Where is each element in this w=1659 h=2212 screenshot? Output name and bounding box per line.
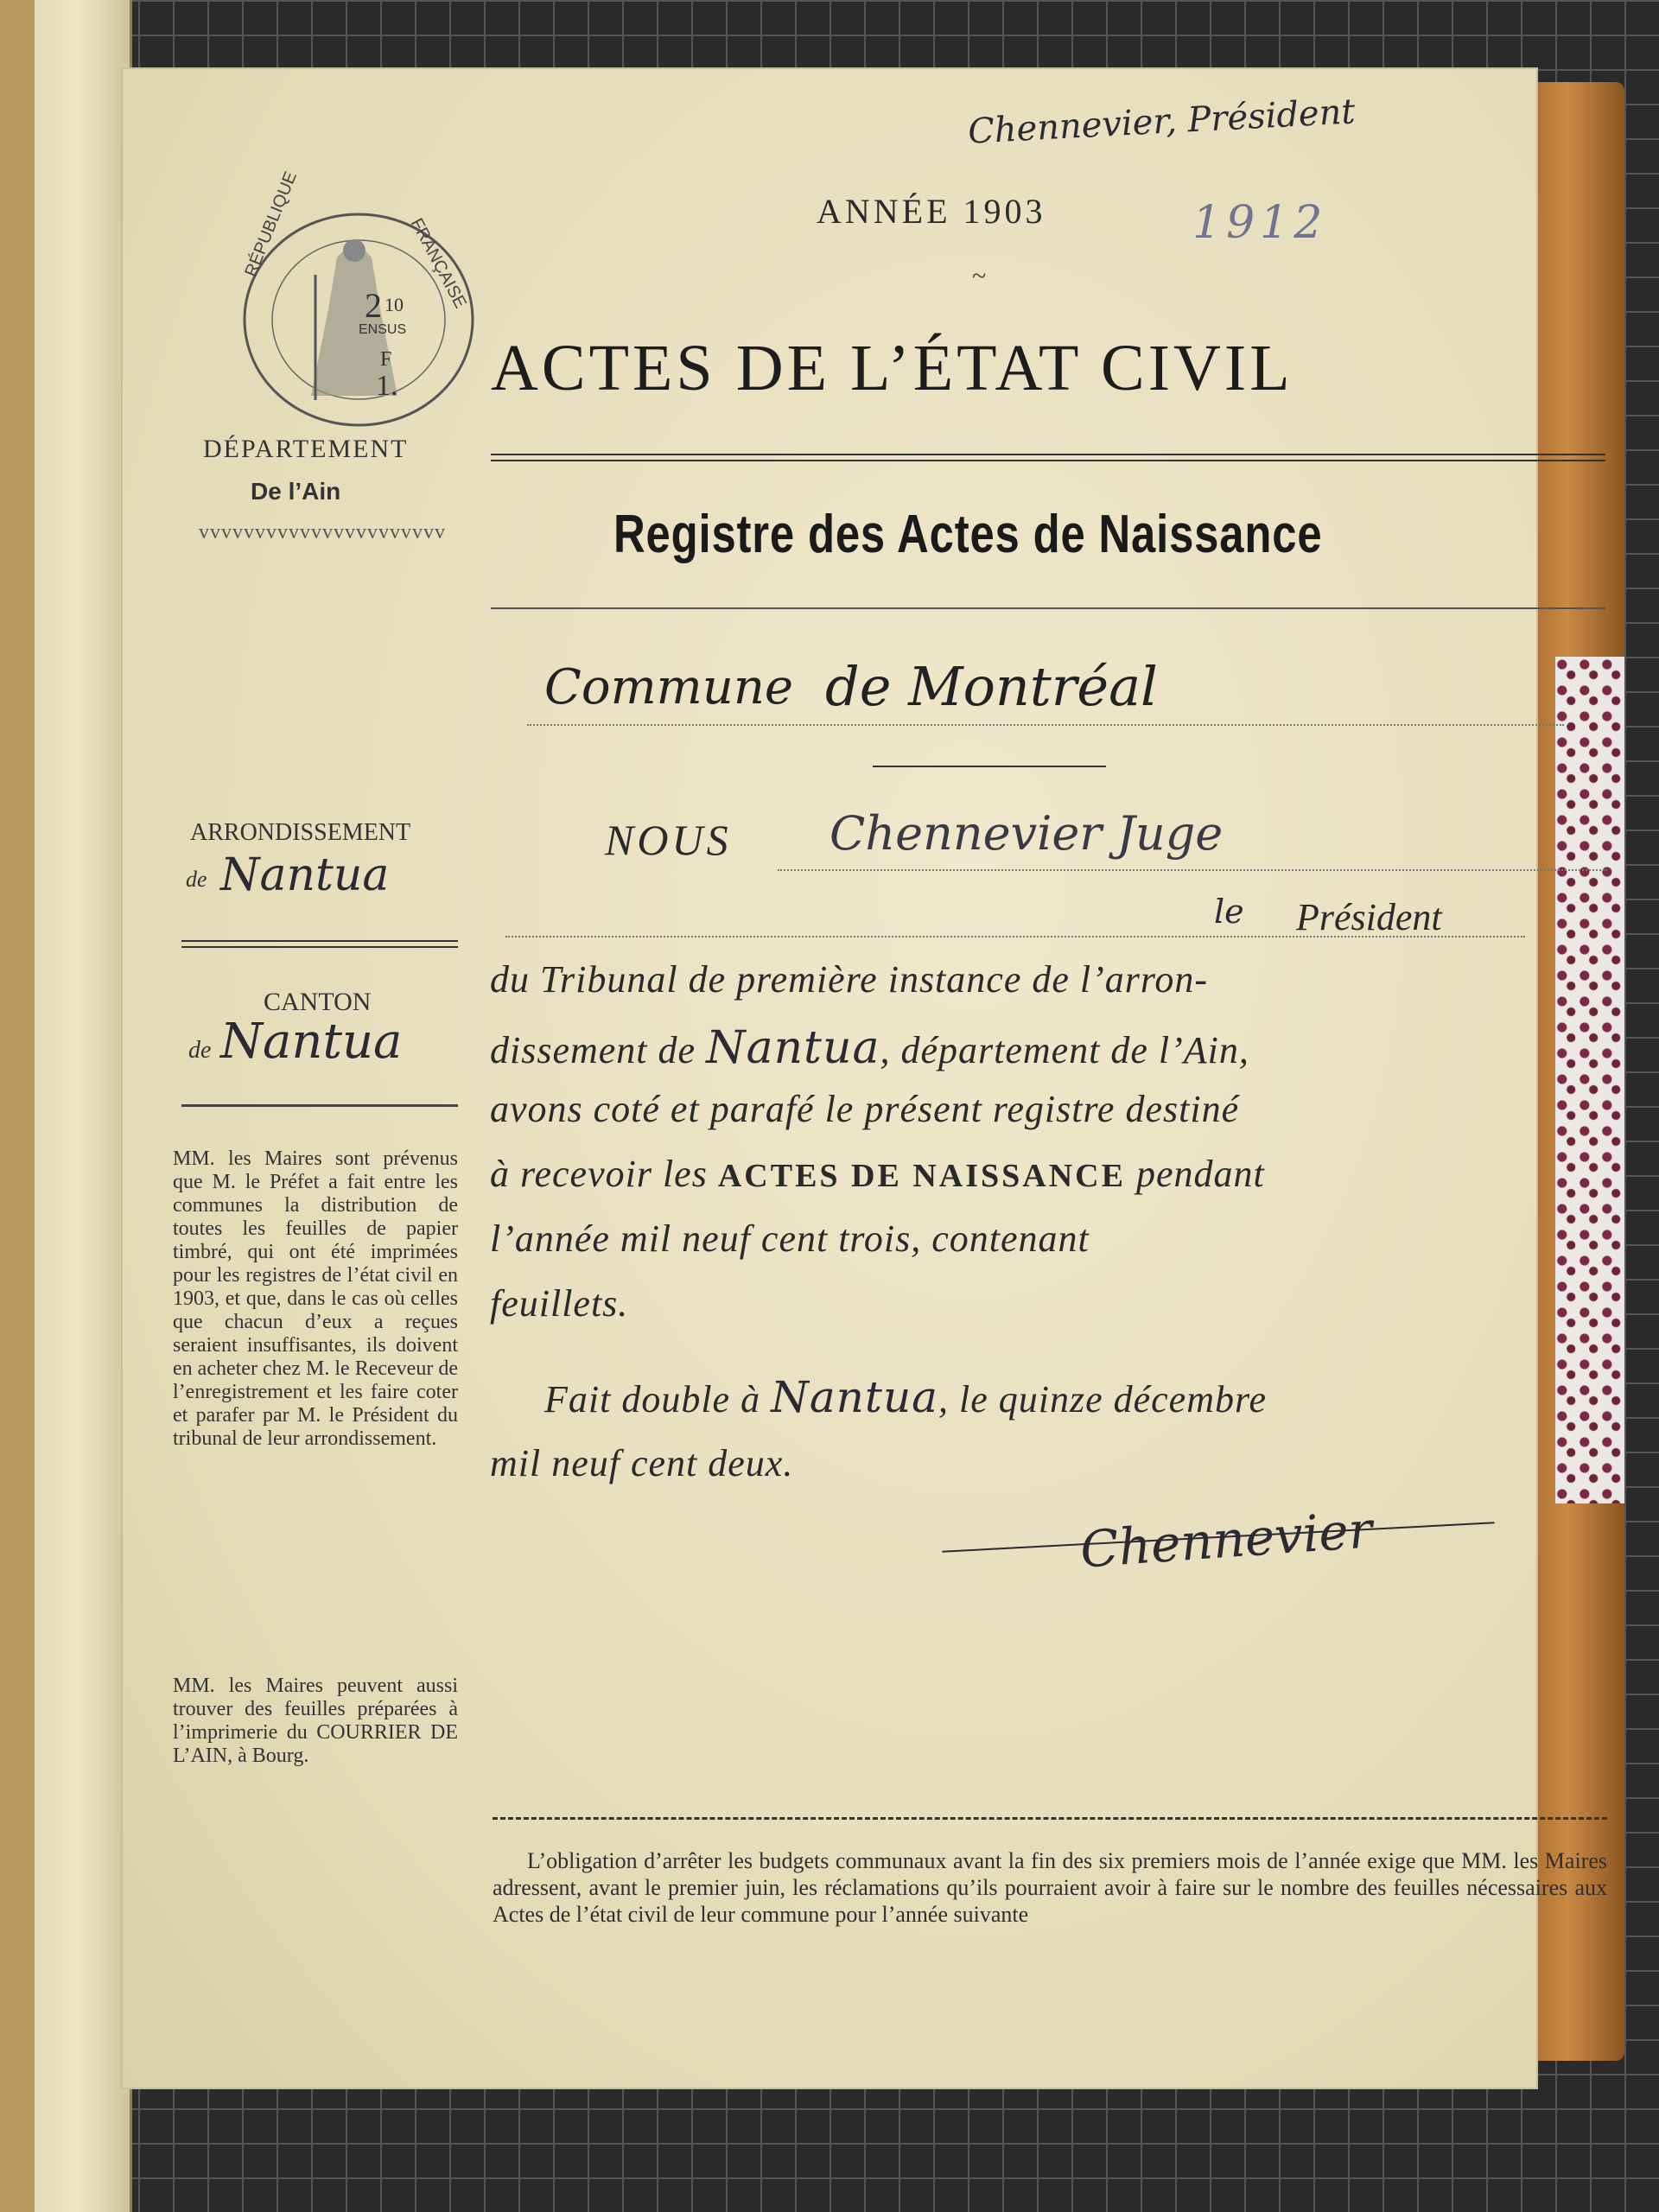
body-line-8: mil neuf cent deux. (490, 1442, 794, 1484)
body-line-7 (544, 1372, 1267, 1422)
subtitle-rule (491, 607, 1605, 609)
seal-text-right: FRANÇAISE (406, 215, 470, 312)
body-line-4-start: à recevoir les (490, 1153, 708, 1195)
page-title: ACTES DE L’ÉTAT CIVIL (491, 332, 1294, 404)
nous-value: Chennevier Juge (830, 806, 1224, 861)
arrondissement-prefix: de (186, 867, 207, 892)
canton-value: Nantua (220, 1014, 403, 1070)
departement-value: De l’Ain (251, 478, 341, 505)
register-page (121, 67, 1607, 2089)
commune-value: de Montréal (825, 655, 1158, 718)
president-prefix: le (1214, 893, 1244, 931)
departement-ornament: vvvvvvvvvvvvvvvvvvvvvv (199, 521, 446, 543)
seal-text-left: RÉPUBLIQUE (241, 168, 302, 280)
nous-line (778, 869, 1607, 871)
president-title: Président (1296, 896, 1442, 938)
canton-prefix: de (188, 1037, 212, 1064)
departement-label: DÉPARTEMENT (203, 435, 409, 463)
body-line-4-end: pendant (1135, 1153, 1265, 1195)
body-line-7-value: Nantua (771, 1372, 938, 1422)
body-line-5: l’année mil neuf cent trois, contenant (490, 1217, 1090, 1260)
facing-page (0, 0, 132, 2212)
body-line-7-end: , le quinze décembre (938, 1378, 1267, 1421)
seal-number: 1. (376, 370, 398, 402)
body-line-3: avons coté et parafé le présent registre destiné (490, 1088, 1240, 1130)
body-line-7-start: Fait double à (544, 1378, 761, 1421)
commune-label: Commune (544, 659, 794, 715)
notice-printer: MM. les Maires peuvent aussi trouver des feuilles préparées à l’imprimerie du COURRIER DE L’AIN, à Bourg. (173, 1675, 458, 1767)
body-line-6: feuillets. (490, 1282, 629, 1325)
seal-fraction: 10 (385, 294, 404, 315)
signature: Chennevier (1078, 1500, 1375, 1580)
title-rule (491, 454, 1605, 461)
footer-note: L’obligation d’arrêter les budgets communaux avant la fin des six premiers mois de l’année exige que MM. les Maires adressent, avant le premier juin, les réclamations qu’ils pourraient avoir à faire sur le nombre des feuilles nécessaires aux Actes de l’état civil de leur commune pour l’année suivante (493, 1848, 1607, 1927)
notice-prefect: MM. les Maires sont prévenus que M. le Préfet a fait entre les communes la distribution de toutes les feuilles de papier timbré, qui ont été imprimées pour les registres de l’état civil en 1903, et que, dans le cas où celles que chacun d’eux a reçues seraient insuffisantes, ils doivent en acheter chez M. le Receveur de l’enregistrement et les faire coter et parafer par M. le Président du tribunal de leur arrondissement. (173, 1147, 458, 1450)
pencil-year: 1912 (1192, 197, 1328, 249)
body-line-4 (490, 1152, 1265, 1196)
arrondissement-label: ARRONDISSEMENT (190, 819, 411, 846)
body-line-2 (490, 1022, 1249, 1074)
body-line-2-value: Nantua (706, 1022, 880, 1074)
body-line-1: du Tribunal de première instance de l’arron- (490, 958, 1209, 1001)
arrondissement-value: Nantua (220, 849, 390, 901)
president-line (505, 936, 1525, 938)
body-line-4-caps: ACTES DE NAISSANCE (717, 1158, 1126, 1194)
canton-rule (181, 1104, 458, 1107)
seal-mark: F (380, 348, 392, 371)
facing-page-edge (0, 0, 35, 2212)
handwritten-annotation: Chennevier, Président (967, 92, 1357, 152)
commune-ornament (873, 766, 1106, 767)
body-line-2-end: , département de l’Ain, (880, 1029, 1249, 1071)
seal-label: ENSUS (359, 322, 407, 337)
canton-label: CANTON (264, 988, 372, 1016)
commune-line (527, 724, 1564, 726)
nous-label: NOUS (605, 816, 732, 864)
register-subtitle: Registre des Actes de Naissance (613, 505, 1323, 564)
year-line: ANNÉE 1903 (817, 192, 1046, 231)
ornament: ~ (972, 262, 987, 290)
body-line-2-start: dissement de (490, 1029, 696, 1071)
seal-value: 2 (365, 286, 382, 325)
arrondissement-rule (181, 940, 458, 948)
footer-rule (493, 1817, 1607, 1820)
marbled-edge (1555, 657, 1624, 1503)
